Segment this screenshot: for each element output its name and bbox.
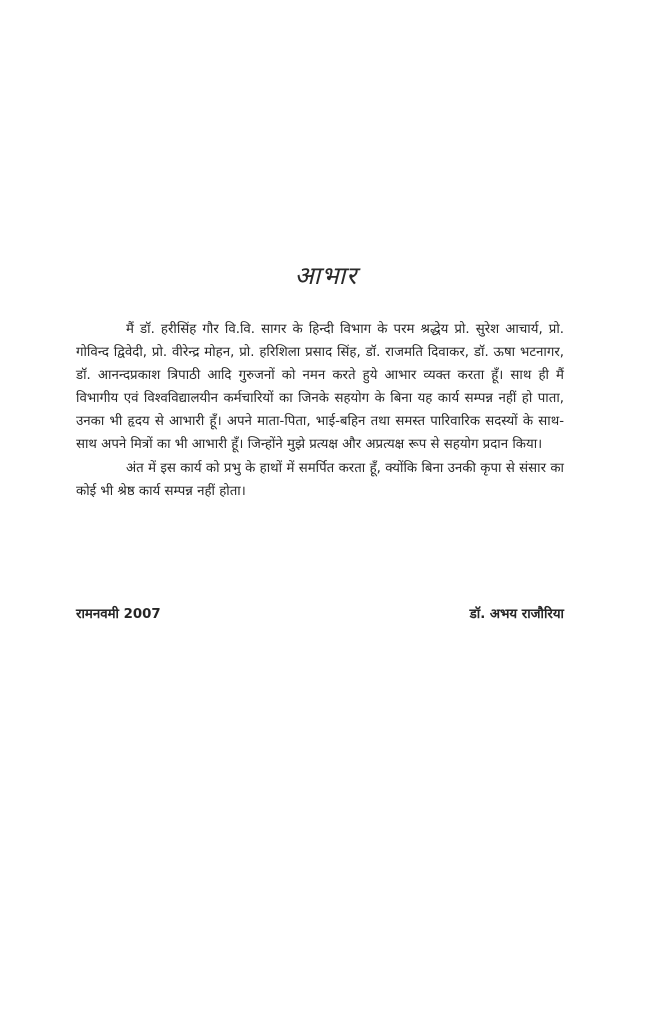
page-title: आभार <box>294 261 358 290</box>
paragraph-2: अंत में इस कार्य को प्रभु के हाथों में समर्पित करता हूँ, क्योंकि बिना उनकी कृपा से संसार का कोई भी श्रेष्ठ कार्य सम्पन्न नहीं होता। <box>76 460 564 499</box>
date-text: रामनवमी 2007 <box>76 607 161 622</box>
signature-line <box>76 604 564 622</box>
paragraph-1: मैं डॉ. हरीसिंह गौर वि.वि. सागर के हिन्दी विभाग के परम श्रद्धेय प्रो. सुरेश आचार्य, प्रो. गोविन्द द्विवेदी, प्रो. वीरेन्द्र मोहन, प्रो. हरिशिला प्रसाद सिंह, डॉ. राजमति दिवाकर, डॉ. ऊषा भटनागर, डॉ. आनन्दप्रकाश त्रिपाठी आदि गुरुजनों को नमन करते हुये आभार व्यक्त करता हूँ। साथ ही मैं विभागीय एवं विश्वविद्यालयीन कर्मचारियों का जिनके सहयोग के बिना यह कार्य सम्पन्न नहीं हो पाता, उनका भी हृदय से आभारी हूँ। अपने माता-पिता, भाई-बहिन तथा समस्त पारिवारिक सदस्यों के साथ-साथ अपने मित्रों का भी आभारी हूँ। जिन्होंने मुझे प्रत्यक्ष और अप्रत्यक्ष रूप से सहयोग प्रदान किया। <box>76 322 564 453</box>
author-name: डॉ. अभय राजौरिया <box>469 607 564 622</box>
acknowledgement-text <box>76 318 564 503</box>
